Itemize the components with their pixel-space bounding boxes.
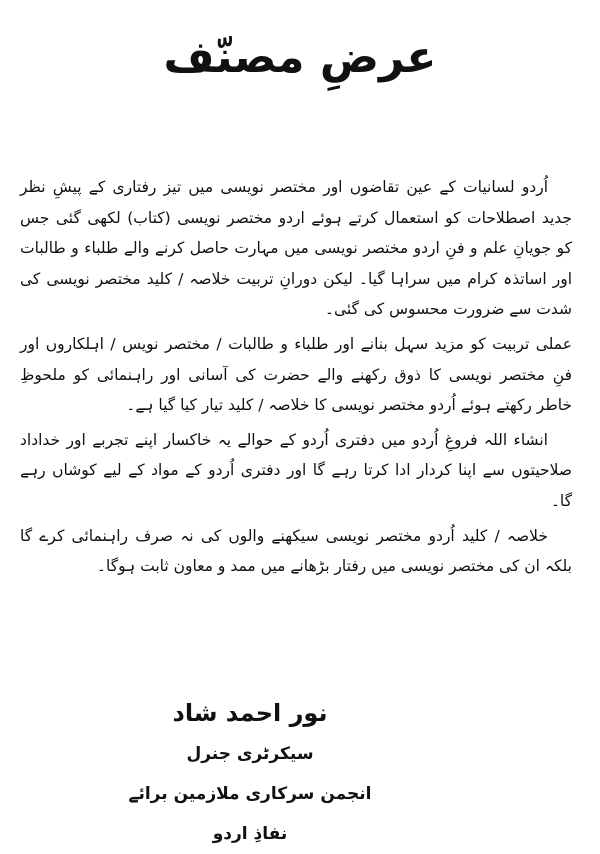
paragraph-3: انشاء اللہ فروغِ اُردو میں دفتری اُردو کے حوالے یہ خاکسار اپنے تجربے اور خداداد صلاحیتوں سے اپنا کردار ادا کرتا رہے گا اور دفتری اُردو کے مواد کے لیے کوشاں رہے گا۔ (20, 430, 572, 510)
paragraph-4: خلاصہ / کلید اُردو مختصر نویسی سیکھنے والوں کی نہ صرف راہنمائی کرے گا بلکہ ان کی مختصر نویسی میں رفتار بڑھانے میں ممد و معاون ثابت ہوگا۔ (20, 526, 572, 576)
paragraph-1: اُردو لسانیات کے عین تقاضوں اور مختصر نویسی میں تیز رفتاری کے پیشِ نظر جدید اصطلاحات کو استعمال کرتے ہوئے اردو مختصر نویسی (کتاب) لکھی گئی جس کو جویانِ علم و فنِ اردو مختصر نویسی میں مہارت حاصل کرنے والے طلباء و طالبات اور اساتذہ کرام میں سراہا گیا۔ لیکن دورانِ تربیت خلاصہ / کلید مختصر نویسی کی شدت سے ضرورت محسوس کی گئی۔ (20, 178, 572, 319)
paragraph-2: عملی تربیت کو مزید سہل بنانے اور طلباء و طالبات / مختصر نویس / اہلکاروں اور فنِ مختصر نویسی کا ذوق رکھنے والے حضرت کی آسانی اور راہنمائی کو ملحوظِ خاطر رکھتے ہوئے اُردو مختصر نویسی کا خلاصہ / کلید تیار کیا گیا ہے۔ (20, 334, 572, 415)
signature-block (120, 692, 380, 854)
page-title: عرضِ مصنّف (163, 32, 437, 83)
signatory-designation: سیکرٹری جنرل (186, 744, 314, 764)
signatory-organization: انجمن سرکاری ملازمین برائے نفاذِ اردو (128, 784, 372, 844)
document-body (20, 172, 572, 582)
signatory-name: نور احمد شاد (172, 699, 328, 727)
